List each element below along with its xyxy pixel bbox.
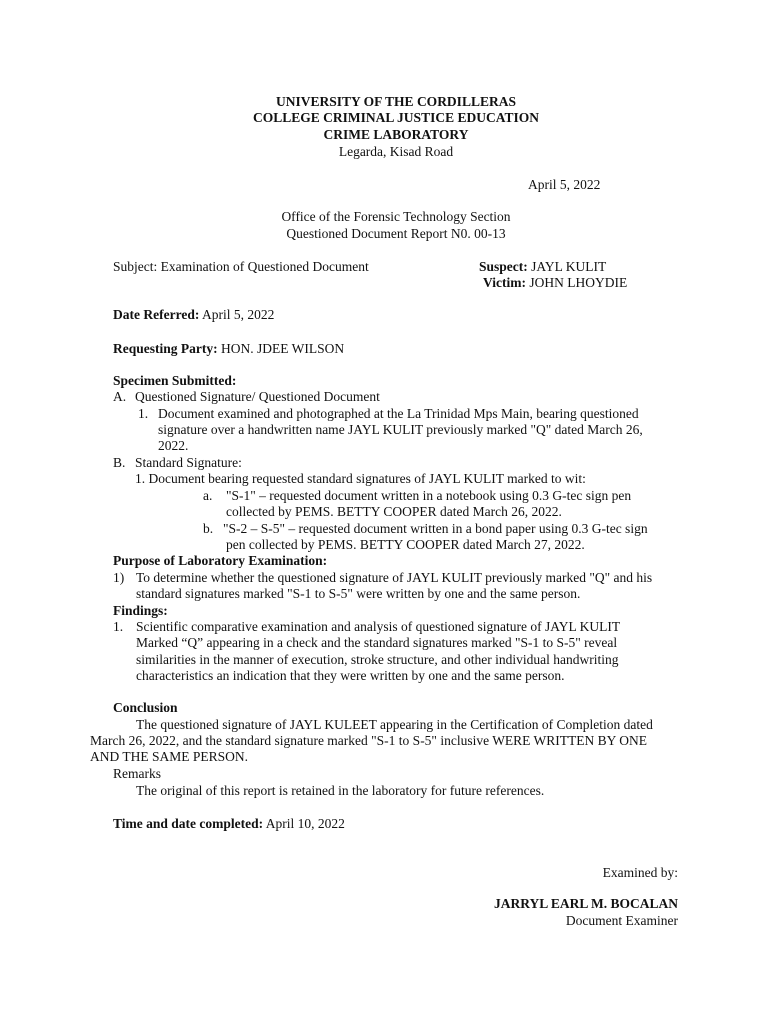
purpose-marker: 1) <box>113 570 125 585</box>
requesting-party <box>113 340 344 357</box>
specimen-bb-line: "S-2 – S-5" – requested document written in a bond paper using 0.3 G-tec sign <box>223 521 648 536</box>
findings-line: characteristics an indication that they were written by one and the same person. <box>136 668 565 683</box>
specimen-a1-marker: 1. <box>138 406 149 421</box>
conclusion-heading: Conclusion <box>113 700 178 715</box>
remarks-heading: Remarks <box>113 766 161 781</box>
specimen-bb-line: pen collected by PEMS. BETTY COOPER dated March 27, 2022. <box>226 537 585 552</box>
report-date: April 5, 2022 <box>528 177 601 192</box>
examiner-title: Document Examiner <box>565 913 678 928</box>
examiner-name: JARRYL EARL M. BOCALAN <box>493 896 678 911</box>
examined-by-label: Examined by: <box>602 865 678 880</box>
specimen-heading: Specimen Submitted: <box>113 373 237 388</box>
specimen-ba-line: collected by PEMS. BETTY COOPER dated March 26, 2022. <box>226 504 562 519</box>
purpose-line: standard signatures marked "S-1 to S-5" were written by one and the same person. <box>136 586 581 601</box>
university-name: UNIVERSITY OF THE CORDILLERAS <box>276 94 516 109</box>
specimen-ba-line: "S-1" – requested document written in a notebook using 0.3 G-tec sign pen <box>226 488 632 503</box>
specimen-a1-line: 2022. <box>158 438 189 453</box>
specimen-ba-marker: a. <box>203 488 213 503</box>
findings-marker: 1. <box>113 619 124 634</box>
specimen-bb-marker: b. <box>203 521 214 536</box>
specimen-a1-line: Document examined and photographed at the La Trinidad Mps Main, bearing questioned <box>158 406 639 421</box>
completed-value: April 10, 2022 <box>263 816 345 831</box>
findings-line: similarities in the manner of execution, stroke structure, and other individual handwriting <box>136 652 619 667</box>
lab-name: CRIME LABORATORY <box>323 127 469 142</box>
suspect-label: Suspect: <box>479 259 528 274</box>
conclusion-line: The questioned signature of JAYL KULEET appearing in the Certification of Completion dated <box>136 717 653 732</box>
purpose-heading: Purpose of Laboratory Examination: <box>113 553 328 568</box>
victim-value: JOHN LHOYDIE <box>525 275 628 290</box>
specimen-a-marker: A. <box>113 389 127 404</box>
findings-line: Scientific comparative examination and analysis of questioned signature of JAYL KULIT <box>136 619 621 634</box>
victim <box>483 274 627 291</box>
report-number: Questioned Document Report N0. 00-13 <box>286 226 506 241</box>
findings-line: Marked “Q” appearing in a check and the standard signatures marked "S-1 to S-5" reveal <box>136 635 618 650</box>
time-date-completed <box>113 815 345 832</box>
office-line: Office of the Forensic Technology Section <box>281 209 511 224</box>
remarks-text: The original of this report is retained in the laboratory for future references. <box>136 783 545 798</box>
date-referred-label: Date Referred: <box>113 307 200 322</box>
victim-label: Victim: <box>483 275 526 290</box>
subject: Subject: Examination of Questioned Document <box>113 259 369 274</box>
requesting-party-value: HON. JDEE WILSON <box>217 341 345 356</box>
date-referred-value: April 5, 2022 <box>199 307 275 322</box>
specimen-b-text: Standard Signature: <box>135 455 242 470</box>
suspect-value: JAYL KULIT <box>527 259 607 274</box>
specimen-b1-text: 1. Document bearing requested standard signatures of JAYL KULIT marked to wit: <box>135 471 586 486</box>
specimen-b-marker: B. <box>113 455 126 470</box>
completed-label: Time and date completed: <box>113 816 264 831</box>
college-name: COLLEGE CRIMINAL JUSTICE EDUCATION <box>253 110 539 125</box>
suspect <box>479 258 606 275</box>
specimen-a1-line: signature over a handwritten name JAYL KULIT previously marked "Q" dated March 26, <box>158 422 643 437</box>
conclusion-line: AND THE SAME PERSON. <box>90 749 249 764</box>
date-referred <box>113 306 274 323</box>
conclusion-line: March 26, 2022, and the standard signature marked "S-1 to S-5" inclusive WERE WRITTEN BY ONE <box>90 733 648 748</box>
findings-heading: Findings: <box>113 603 168 618</box>
requesting-party-label: Requesting Party: <box>113 341 218 356</box>
specimen-a-text: Questioned Signature/ Questioned Document <box>135 389 380 404</box>
address: Legarda, Kisad Road <box>338 144 454 159</box>
purpose-line: To determine whether the questioned signature of JAYL KULIT previously marked "Q" and his <box>136 570 653 585</box>
